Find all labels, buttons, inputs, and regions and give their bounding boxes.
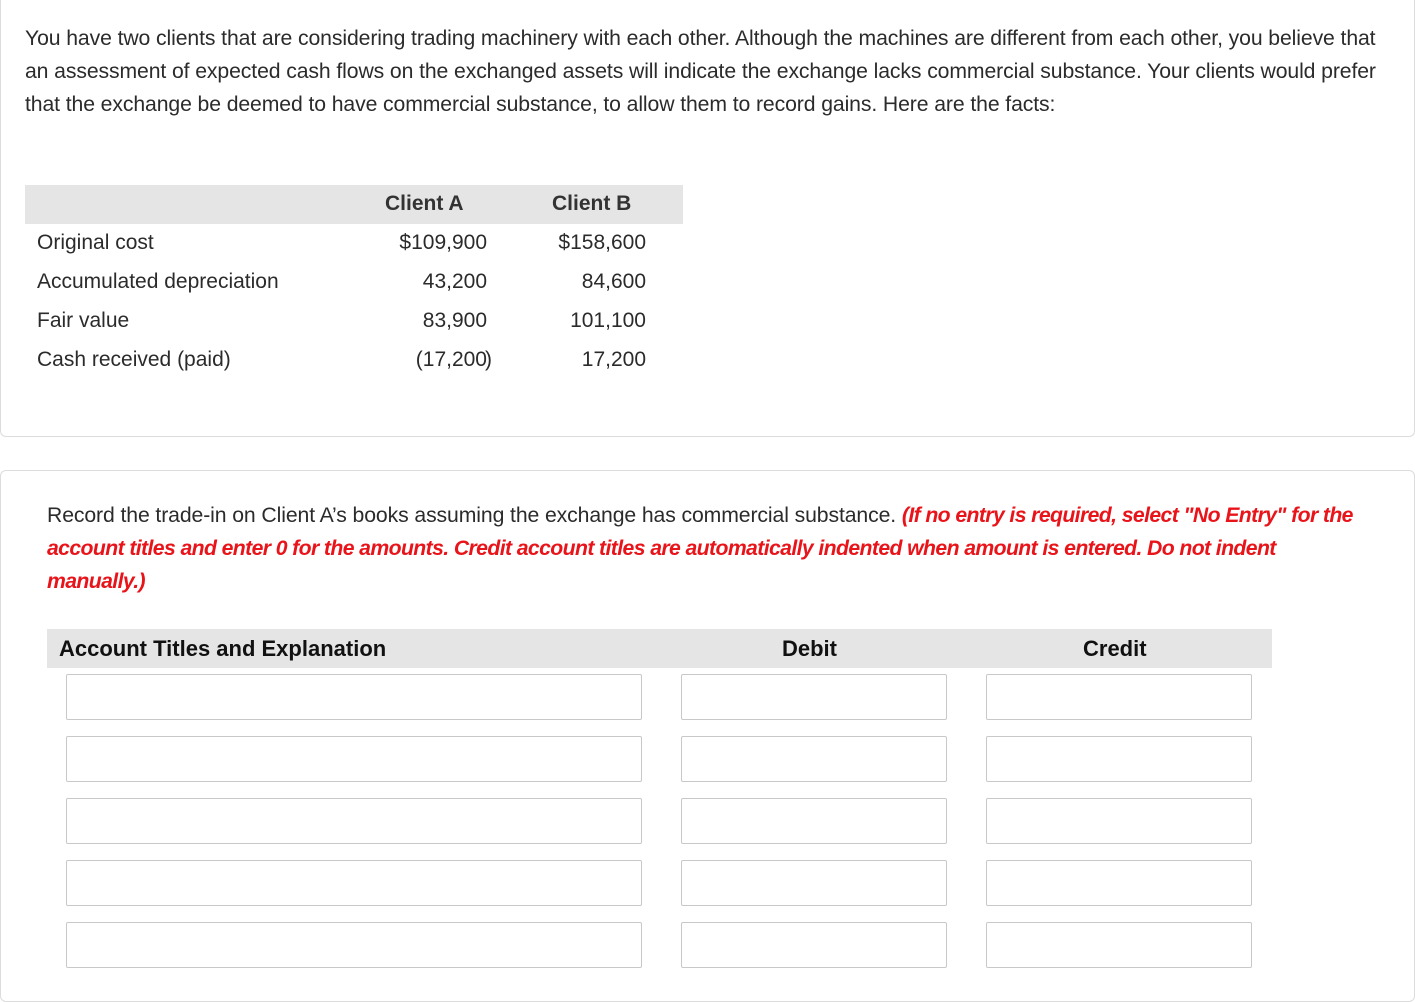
row-label: Original cost bbox=[37, 231, 154, 254]
debit-input[interactable] bbox=[681, 922, 947, 968]
client-b-value: $158,600 bbox=[558, 231, 646, 254]
debit-input[interactable] bbox=[681, 674, 947, 720]
question-panel bbox=[0, 470, 1415, 1002]
credit-input[interactable] bbox=[986, 922, 1252, 968]
client-b-value: 17,200 bbox=[581, 348, 646, 371]
credit-input[interactable] bbox=[986, 674, 1252, 720]
client-a-value: (17,200 bbox=[415, 348, 487, 371]
facts-row bbox=[25, 263, 683, 302]
header-debit: Debit bbox=[782, 636, 837, 661]
header-client-a: Client A bbox=[385, 192, 464, 215]
header-credit: Credit bbox=[1083, 636, 1147, 661]
debit-input[interactable] bbox=[681, 860, 947, 906]
row-label: Cash received (paid) bbox=[37, 348, 231, 371]
header-client-b: Client B bbox=[552, 192, 632, 215]
account-title-input[interactable] bbox=[66, 798, 642, 844]
client-a-value: 43,200 bbox=[422, 270, 487, 293]
facts-table bbox=[25, 185, 683, 380]
credit-input[interactable] bbox=[986, 798, 1252, 844]
debit-input[interactable] bbox=[681, 798, 947, 844]
header-account: Account Titles and Explanation bbox=[59, 636, 387, 661]
credit-input[interactable] bbox=[986, 860, 1252, 906]
account-title-input[interactable] bbox=[66, 736, 642, 782]
client-b-value: 84,600 bbox=[581, 270, 646, 293]
facts-row bbox=[25, 341, 683, 380]
debit-input[interactable] bbox=[681, 736, 947, 782]
client-a-suffix: ) bbox=[485, 348, 492, 371]
intro-text: You have two clients that are considering trading machinery with each other. Although the machines are different from each other, you believe that an assessment of expected cash flows on the exchanged assets will indicate the exchange lacks commercial substance. Your clients would prefer that the exchange be deemed to have commercial substance, to allow them to record gains. Here are the facts: bbox=[25, 27, 1376, 116]
account-title-input[interactable] bbox=[66, 674, 642, 720]
facts-row bbox=[25, 224, 683, 263]
client-b-value: 101,100 bbox=[570, 309, 646, 332]
facts-row bbox=[25, 302, 683, 341]
row-label: Accumulated depreciation bbox=[37, 270, 279, 293]
instruction-text: (If no entry is required, select "No Entry" for the account titles and enter 0 for the amounts. Credit account titles are automatically indented when amount is entered. Do not indent manually.) bbox=[47, 504, 1353, 593]
facts-panel bbox=[0, 0, 1415, 437]
account-title-input[interactable] bbox=[66, 860, 642, 906]
facts-header bbox=[25, 185, 683, 224]
journal-header bbox=[47, 629, 1272, 668]
client-a-value: 83,900 bbox=[422, 309, 487, 332]
client-a-value: $109,900 bbox=[399, 231, 487, 254]
prompt-text: Record the trade-in on Client A’s books assuming the exchange has commercial substance. bbox=[47, 504, 902, 527]
row-label: Fair value bbox=[37, 309, 130, 332]
credit-input[interactable] bbox=[986, 736, 1252, 782]
question-prompt bbox=[47, 499, 1367, 598]
account-title-input[interactable] bbox=[66, 922, 642, 968]
